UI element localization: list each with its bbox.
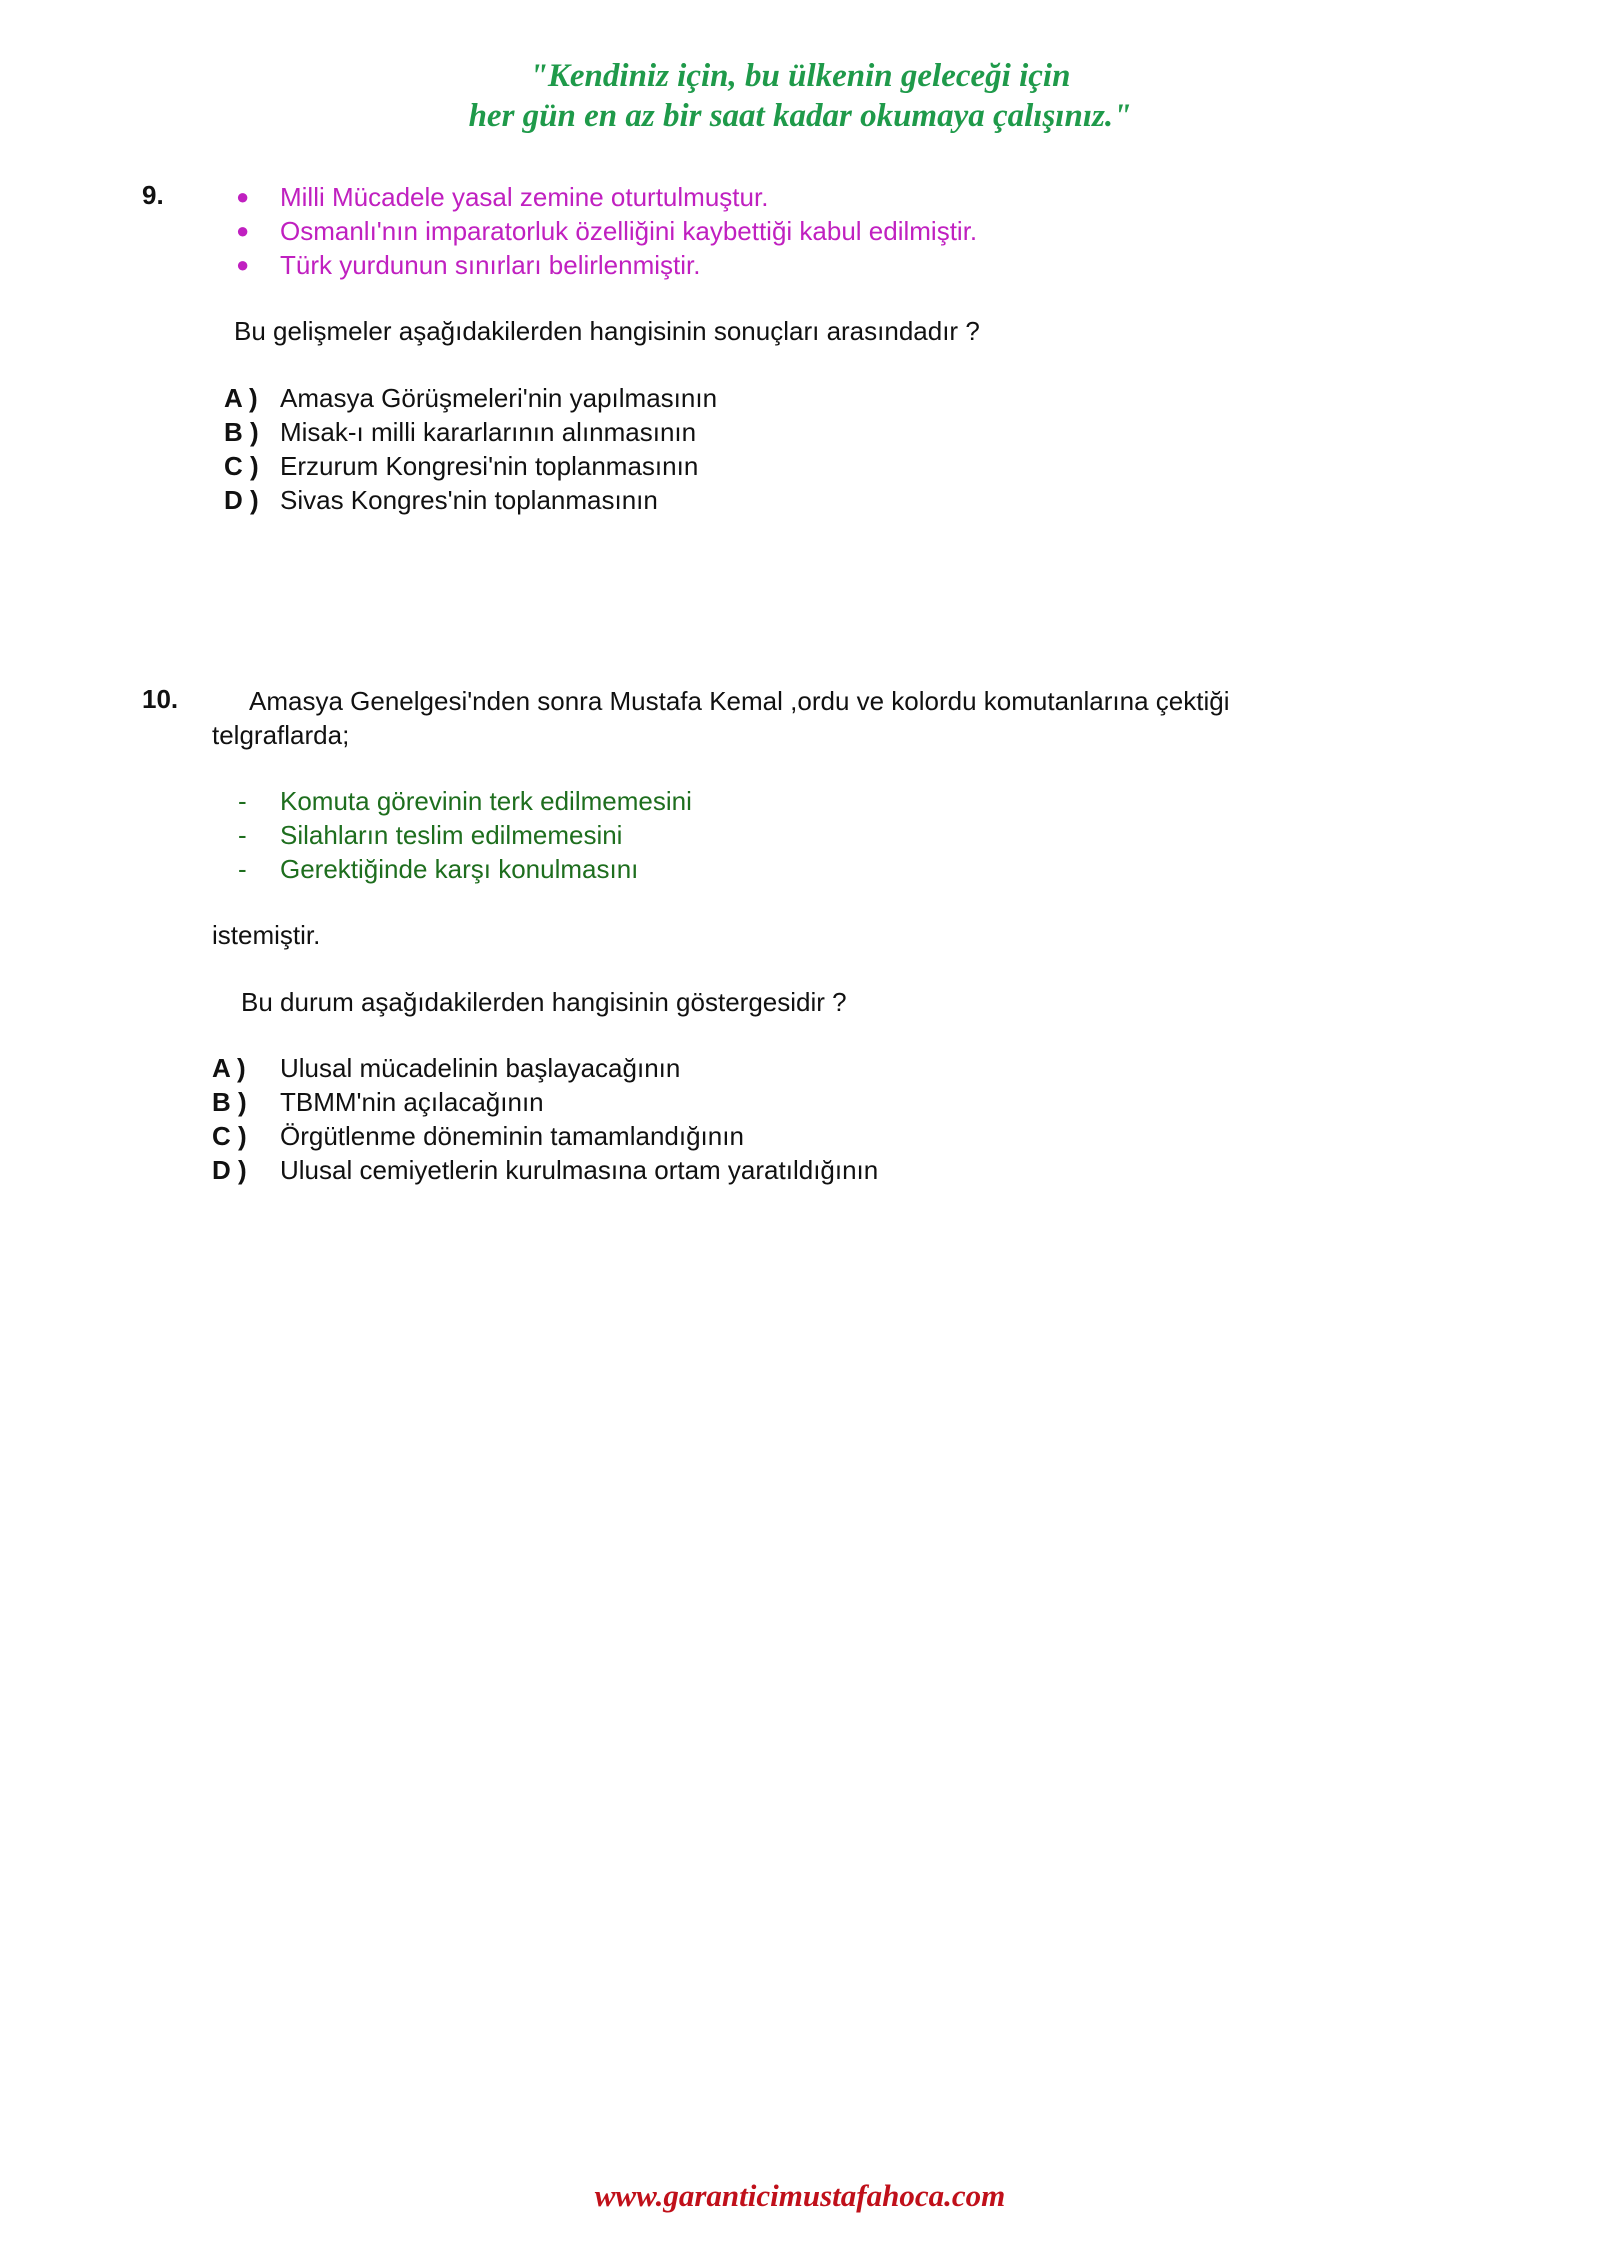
bullet-icon: ●: [236, 252, 250, 277]
dash-icon: -: [238, 820, 247, 850]
q9-option-a[interactable]: Amasya Görüşmeleri'nin yapılmasının: [280, 383, 718, 413]
q10-item-1: Komuta görevinin terk edilmemesini: [280, 786, 692, 816]
q9-bullet-2: Osmanlı'nın imparatorluk özelliğini kaybettiği kabul edilmiştir.: [280, 216, 978, 246]
q9-option-a-letter: A ): [224, 383, 258, 413]
q10-option-a[interactable]: Ulusal mücadelinin başlayacağının: [280, 1053, 681, 1083]
q10-option-a-letter: A ): [212, 1053, 246, 1083]
q9-option-d[interactable]: Sivas Kongres'nin toplanmasının: [280, 485, 658, 515]
q9-option-d-letter: D ): [224, 485, 259, 515]
footer-url[interactable]: www.garanticimustafahoca.com: [594, 2178, 1006, 2213]
q10-item-3: Gerektiğinde karşı konulmasını: [280, 854, 639, 884]
bullet-icon: ●: [236, 184, 250, 209]
bullet-icon: ●: [236, 218, 250, 243]
question-10-number: 10.: [142, 684, 179, 714]
q10-item-2: Silahların teslim edilmemesini: [280, 820, 623, 850]
q10-stem: Bu durum aşağıdakilerden hangisinin göstergesidir ?: [241, 987, 847, 1017]
header-motto: [0, 56, 1600, 136]
q10-intro-line-1: Amasya Genelgesi'nden sonra Mustafa Kemal ,ordu ve kolordu komutanlarına çektiği: [249, 686, 1230, 716]
q9-option-b-letter: B ): [224, 417, 259, 447]
q10-option-d-letter: D ): [212, 1155, 247, 1185]
q9-bullet-3: Türk yurdunun sınırları belirlenmiştir.: [280, 250, 701, 280]
header-line-1: "Kendiniz için, bu ülkenin geleceği için: [529, 58, 1071, 94]
question-9-number: 9.: [142, 180, 164, 210]
q10-closing: istemiştir.: [212, 920, 321, 950]
q9-bullet-1: Milli Mücadele yasal zemine oturtulmuştur.: [280, 182, 769, 212]
q10-option-c-letter: C ): [212, 1121, 247, 1151]
q9-option-c[interactable]: Erzurum Kongresi'nin toplanmasının: [280, 451, 699, 481]
q9-option-b[interactable]: Misak-ı milli kararlarının alınmasının: [280, 417, 697, 447]
header-line-2: her gün en az bir saat kadar okumaya çalışınız.": [468, 98, 1132, 134]
q10-option-d[interactable]: Ulusal cemiyetlerin kurulmasına ortam yaratıldığının: [280, 1155, 879, 1185]
q10-option-b-letter: B ): [212, 1087, 247, 1117]
q10-option-b[interactable]: TBMM'nin açılacağının: [280, 1087, 544, 1117]
q9-option-c-letter: C ): [224, 451, 259, 481]
q9-stem: Bu gelişmeler aşağıdakilerden hangisinin sonuçları arasındadır ?: [234, 316, 980, 346]
dash-icon: -: [238, 854, 247, 884]
dash-icon: -: [238, 786, 247, 816]
q10-intro-line-2: telgraflarda;: [212, 720, 350, 750]
q10-option-c[interactable]: Örgütlenme döneminin tamamlandığının: [280, 1121, 744, 1151]
